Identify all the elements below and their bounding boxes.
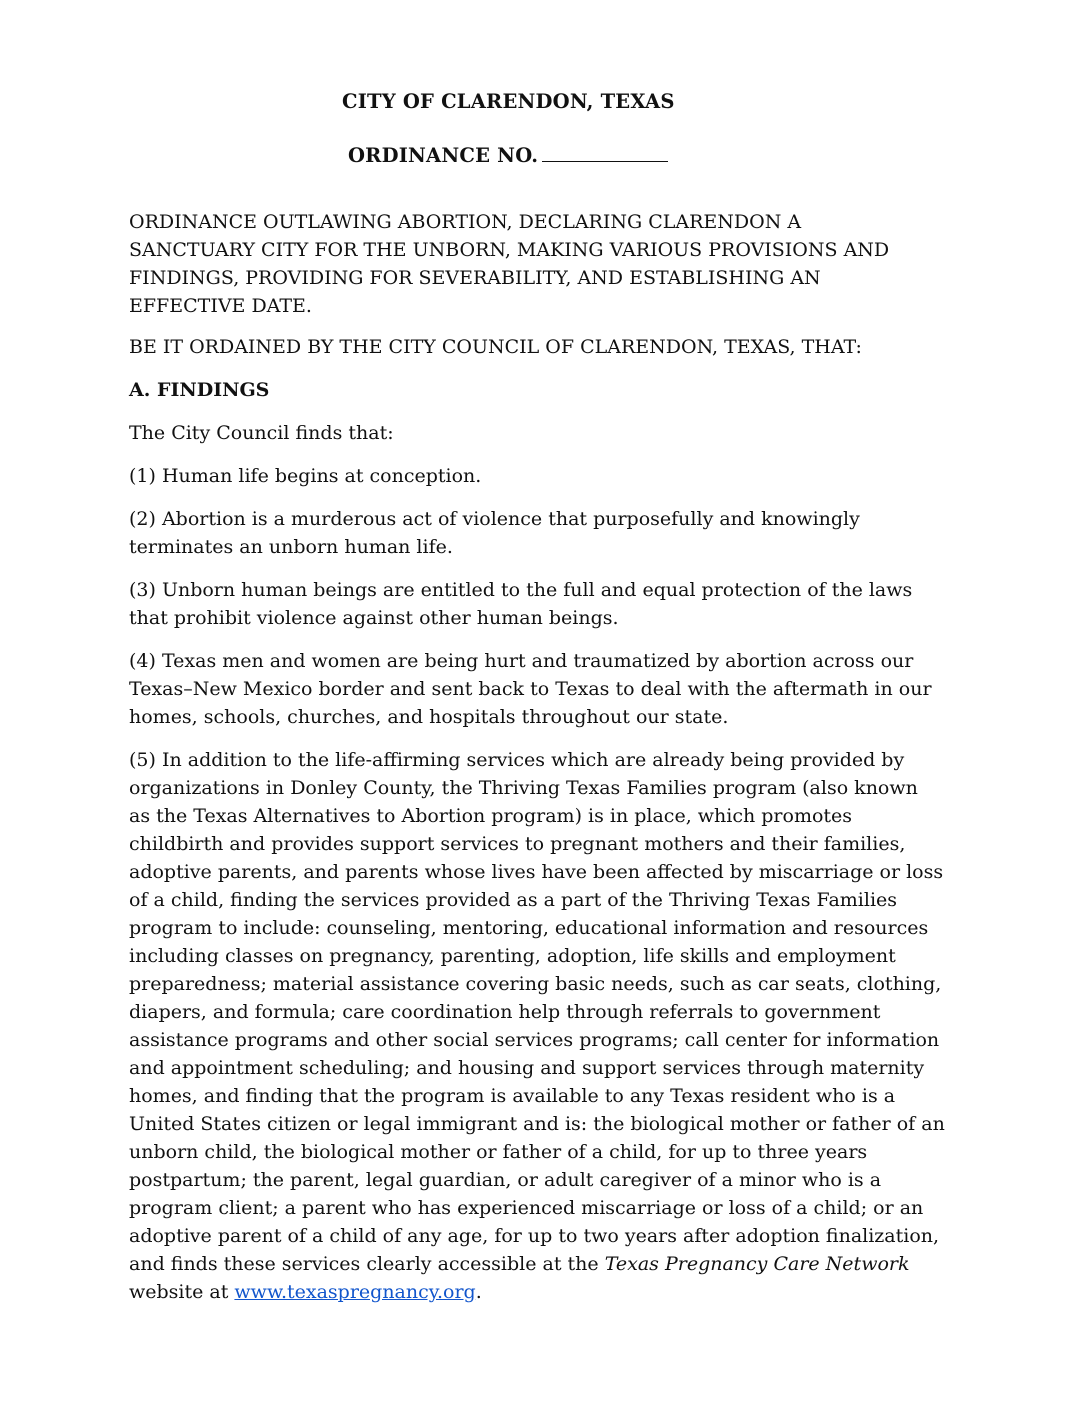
section-heading-findings: A. FINDINGS	[129, 379, 270, 401]
finding-5-text: (5) In addition to the life-affirming services which are already being provided by organizations in Donley County, the Thriving Texas Families program (also known as the Texas Alternatives to Abortion program) is in place, which promotes childbirth and provides support services to pregnant mothers and their families, adoptive parents, and parents whose lives have been affected by miscarriage or loss of a child, finding the services provided as a part of the Thriving Texas Families program to include: counseling, mentoring, educational information and resources including classes on pregnancy, parenting, adoption, life skills and employment preparedness; material assistance covering basic needs, such as car seats, clothing, diapers, and formula; care coordination help through referrals to government assistance programs and other social services programs; call center for information and appointment scheduling; and housing and support services through maternity homes, and finding that the program is available to any Texas resident who is a United States citizen or legal immigrant and is: the biological mother or father of an unborn child, the biological mother or father of a child, for up to three years postpartum; the parent, legal guardian, or adult caregiver of a minor who is a program client; a parent who has experienced miscarriage or loss of a child; or an adoptive parent of a child of any age, for up to two years after adoption finalization, and finds these services clearly accessible at the	[129, 749, 945, 1275]
ordinance-number-blank	[542, 143, 668, 162]
network-name: Texas Pregnancy Care Network	[604, 1253, 910, 1275]
city-heading: CITY OF CLARENDON, TEXAS	[342, 90, 675, 113]
website-prefix: website at	[129, 1281, 229, 1303]
ordinance-label: ORDINANCE NO.	[348, 144, 539, 167]
finding-5-period: .	[475, 1281, 482, 1303]
finding-3: (3) Unborn human beings are entitled to the full and equal protection of the laws that prohibit violence against other human beings.	[129, 579, 913, 629]
document-body	[129, 208, 989, 1321]
finding-1: (1) Human life begins at conception.	[129, 465, 482, 487]
finding-5	[129, 746, 989, 1306]
texaspregnancy-link[interactable]: www.texaspregnancy.org	[234, 1281, 476, 1303]
finding-4: (4) Texas men and women are being hurt and traumatized by abortion across our Texas–New Mexico border and sent back to Texas to deal with the aftermath in our homes, schools, churches, and hospitals throughout our state.	[129, 650, 932, 728]
ordinance-number-heading	[348, 143, 668, 167]
enacting-clause: BE IT ORDAINED BY THE CITY COUNCIL OF CLARENDON, TEXAS, THAT:	[129, 336, 862, 358]
finding-2: (2) Abortion is a murderous act of violence that purposefully and knowingly terminates an unborn human life.	[129, 508, 860, 558]
ordinance-title: ORDINANCE OUTLAWING ABORTION, DECLARING CLARENDON A SANCTUARY CITY FOR THE UNBORN, MAKING VARIOUS PROVISIONS AND FINDINGS, PROVIDING FOR SEVERABILITY, AND ESTABLISHING AN EFFECTIVE DATE.	[129, 211, 890, 317]
findings-intro: The City Council finds that:	[129, 422, 394, 444]
